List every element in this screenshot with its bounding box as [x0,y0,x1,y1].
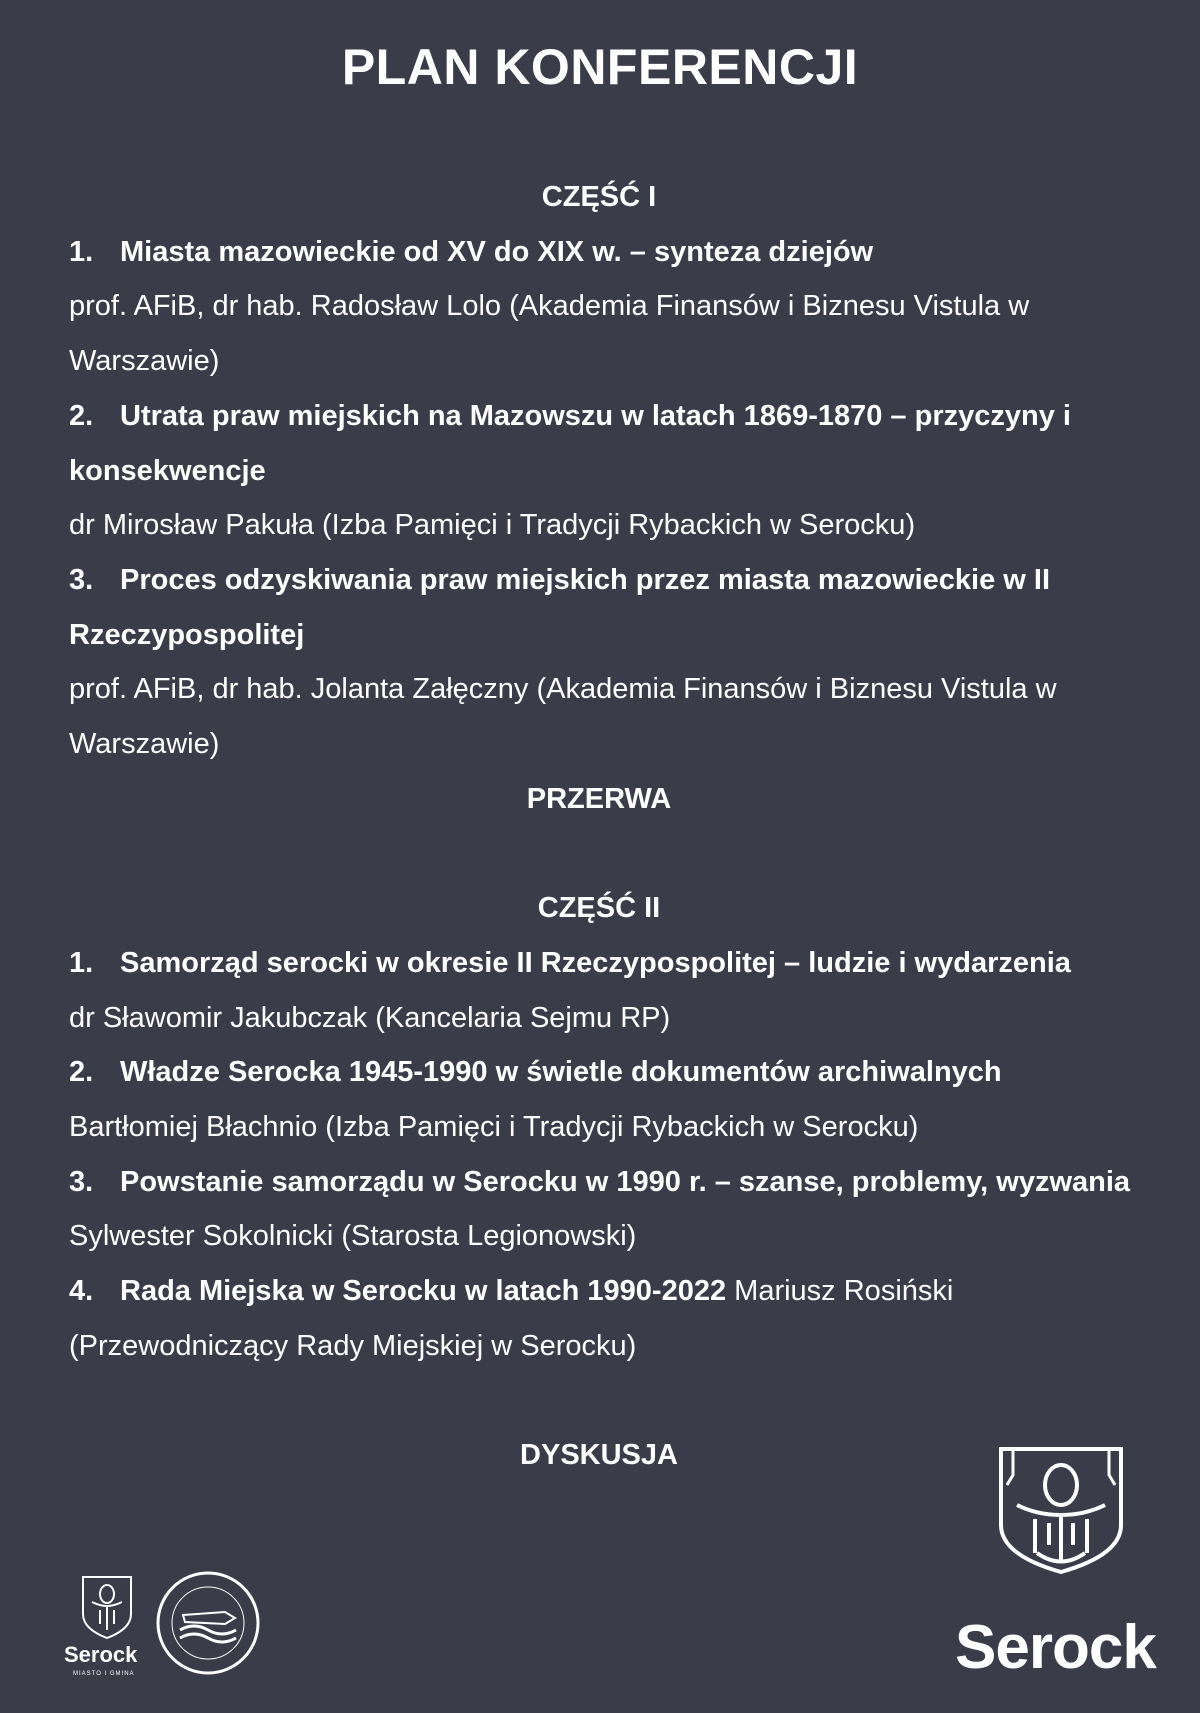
item-title: Powstanie samorządu w Serocku w 1990 r. – szanse, problemy, wyzwania [120,1165,1131,1198]
item-speaker: dr Mirosław Pakuła (Izba Pamięci i Tradycji Rybackich w Serocku) [69,509,916,542]
discussion-label: DYSKUSJA [520,1439,678,1472]
item-speaker: prof. AFiB, dr hab. Jolanta Załęczny (Akademia Finansów i Biznesu Vistula w Warszawie) [69,673,1057,761]
item-number: 2. [69,399,94,432]
item-number: 3. [69,1165,94,1198]
item-number: 2. [69,1056,94,1089]
agenda-item [69,553,1169,772]
item-title: Proces odzyskiwania praw miejskich przez miasta mazowieckie w II Rzeczypospolitej [69,563,1051,651]
item-speaker: prof. AFiB, dr hab. Radosław Lolo (Akademia Finansów i Biznesu Vistula w Warszawie) [69,290,1030,378]
fishing-museum-seal-icon [155,1570,261,1676]
agenda-item [69,1045,1169,1154]
serock-crest-small-icon [80,1574,134,1640]
item-speaker: Bartłomiej Błachnio (Izba Pamięci i Tradycji Rybackich w Serocku) [69,1110,919,1143]
program [69,170,1169,1483]
item-speaker: Mariusz Rosiński (Przewodniczący Rady Miejskiej w Serocku) [69,1275,954,1362]
item-speaker: Sylwester Sokolnicki (Starosta Legionowski) [69,1220,637,1253]
small-town-subtitle: MIASTO I GMINA [73,1671,135,1677]
small-town-name: Serock [64,1642,138,1667]
item-speaker: dr Sławomir Jakubczak (Kancelaria Sejmu RP) [69,1001,671,1034]
item-title: Samorząd serocki w okresie II Rzeczypospolitej – ludzie i wydarzenia [120,946,1071,979]
item-number: 4. [69,1275,94,1308]
page-title: PLAN KONFERENCJI [341,39,859,95]
item-number: 1. [69,946,94,979]
item-number: 3. [69,563,94,596]
serock-crest-icon [997,1445,1125,1575]
part-1-heading: CZĘŚĆ I [541,181,657,213]
agenda-item [69,1155,1169,1264]
item-title: Miasta mazowieckie od XV do XIX w. – synteza dziejów [120,235,874,268]
town-name-logo: Serock [955,1613,1156,1682]
agenda-item [69,225,1169,389]
part-2-heading: CZĘŚĆ II [537,892,661,925]
item-title: Utrata praw miejskich na Mazowszu w latach 1869-1870 – przyczyny i konsekwencje [69,399,1071,487]
agenda-item [69,936,1169,1045]
item-number: 1. [69,235,94,268]
agenda-item [69,1264,1169,1373]
agenda-item [69,389,1169,553]
item-title: Rada Miejska w Serocku w latach 1990-2022 [120,1275,727,1308]
item-title: Władze Serocka 1945-1990 w świetle dokumentów archiwalnych [120,1056,1002,1089]
break-label: PRZERWA [526,782,672,815]
